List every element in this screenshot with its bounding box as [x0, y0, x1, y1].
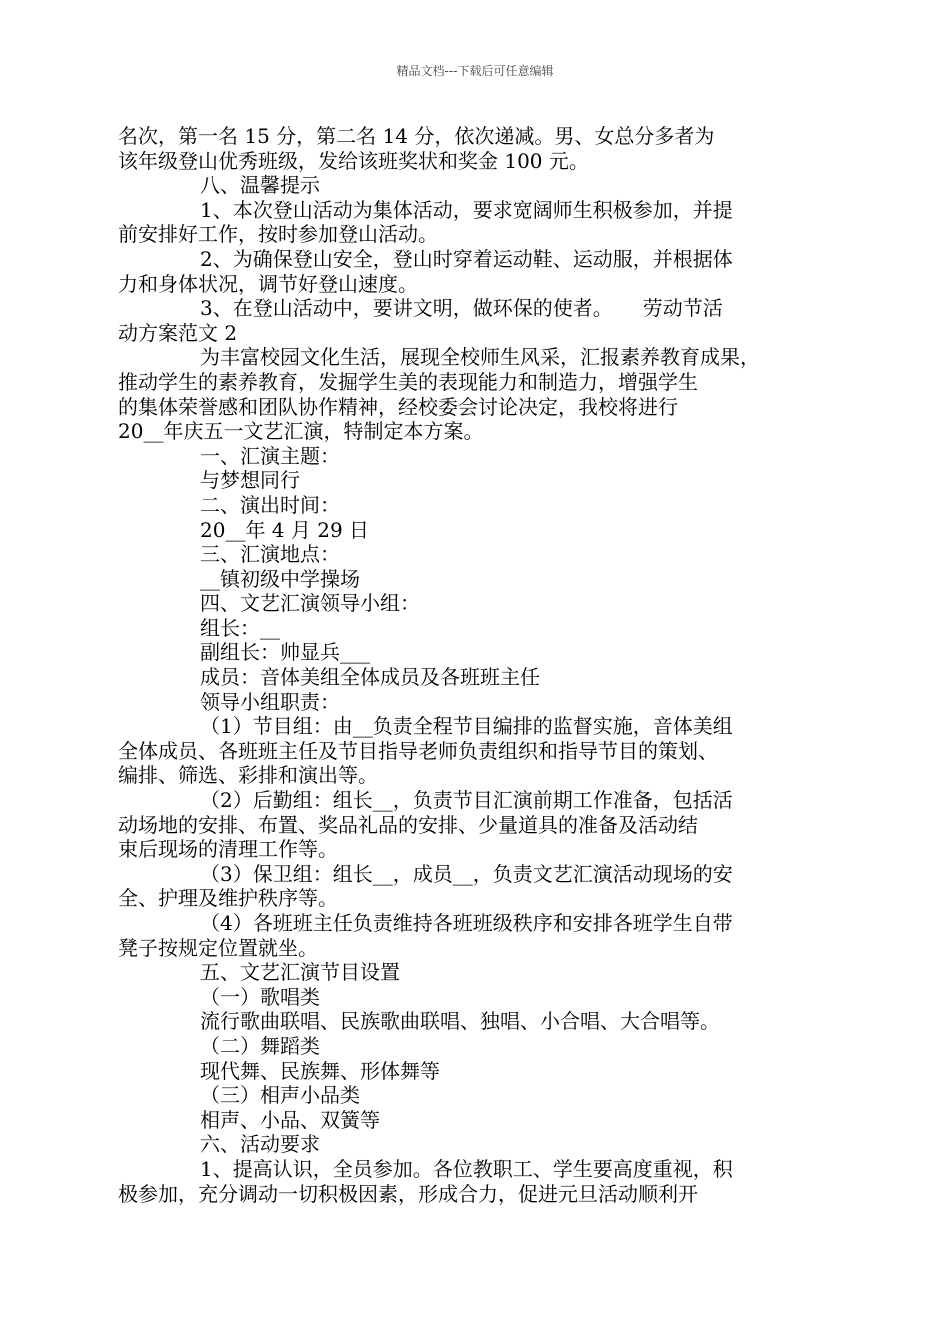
text-line: 现代舞、民族舞、形体舞等: [200, 1058, 440, 1083]
text-line: 副组长：帅显兵___: [200, 640, 370, 665]
text-line: 一、汇演主题：: [200, 443, 340, 468]
text-line: （1）节目组：由__负责全程节目编排的监督实施，音体美组: [200, 714, 733, 739]
text-line: 全、护理及维护秩序等。: [118, 886, 338, 911]
text-line: 相声、小品、双簧等: [200, 1107, 380, 1132]
text-line: 二、演出时间：: [200, 492, 340, 517]
text-line: （3）保卫组：组长__，成员__，负责文艺汇演活动现场的安: [200, 861, 733, 886]
text-line: （一）歌唱类: [200, 984, 320, 1009]
text-line: 为丰富校园文化生活，展现全校师生风采，汇报素养教育成果，: [200, 345, 760, 370]
text-line: 3、在登山活动中，要讲文明，做环保的使者。 劳动节活: [200, 296, 723, 321]
text-line: __镇初级中学操场: [200, 566, 360, 591]
text-line: 四、文艺汇演领导小组：: [200, 591, 420, 616]
text-line: （三）相声小品类: [200, 1083, 360, 1108]
text-line: 凳子按规定位置就坐。: [118, 935, 318, 960]
text-line: 力和身体状况，调节好登山速度。: [118, 271, 418, 296]
text-line: 八、温馨提示: [200, 173, 320, 198]
text-line: 前安排好工作，按时参加登山活动。: [118, 222, 438, 247]
text-line: 2、为确保登山安全，登山时穿着运动鞋、运动服，并根据体: [200, 246, 733, 271]
text-line: 20__年庆五一文艺汇演，特制定本方案。: [118, 419, 484, 444]
text-line: 动场地的安排、布置、奖品礼品的安排、少量道具的准备及活动结: [118, 812, 698, 837]
text-line: （4）各班班主任负责维持各班班级秩序和安排各班学生自带: [200, 911, 733, 935]
text-line: 1、本次登山活动为集体活动，要求宽阔师生积极参加，并提: [200, 197, 733, 222]
text-line: 名次，第一名 15 分，第二名 14 分，依次递减。男、女总分多者为: [118, 124, 715, 148]
page-header: 精品文档---下载后可任意编辑: [396, 64, 554, 78]
text-line: 流行歌曲联唱、民族歌曲联唱、独唱、小合唱、大合唱等。: [200, 1009, 720, 1034]
text-line: 20__年 4 月 29 日: [200, 517, 370, 542]
text-line: 全体成员、各班班主任及节目指导老师负责组织和指导节目的策划、: [118, 738, 718, 763]
document-body: [118, 124, 830, 1206]
text-line: 束后现场的清理工作等。: [118, 837, 338, 862]
text-line: 三、汇演地点：: [200, 542, 340, 567]
text-line: 与梦想同行: [200, 468, 300, 493]
text-line: 组长：__: [200, 615, 280, 640]
text-line: 极参加，充分调动一切积极因素，形成合力，促进元旦活动顺利开: [118, 1181, 698, 1206]
text-line: 推动学生的素养教育，发掘学生美的表现能力和制造力，增强学生: [118, 369, 698, 394]
text-line: 的集体荣誉感和团队协作精神，经校委会讨论决定，我校将进行: [118, 394, 678, 419]
text-line: 该年级登山优秀班级，发给该班奖状和奖金 100 元。: [118, 148, 589, 173]
text-line: 1、提高认识，全员参加。各位教职工、学生要高度重视，积: [200, 1156, 733, 1181]
text-line: 领导小组职责：: [200, 689, 340, 714]
text-line: 五、文艺汇演节目设置: [200, 960, 400, 985]
text-line: 成员：音体美组全体成员及各班班主任: [200, 665, 540, 690]
text-line: 六、活动要求: [200, 1132, 320, 1157]
text-line: （二）舞蹈类: [200, 1033, 320, 1058]
text-line: 动方案范文 2: [118, 320, 238, 345]
text-line: 编排、筛选、彩排和演出等。: [118, 763, 378, 788]
text-line: （2）后勤组：组长__，负责节目汇演前期工作准备，包括活: [200, 788, 733, 813]
